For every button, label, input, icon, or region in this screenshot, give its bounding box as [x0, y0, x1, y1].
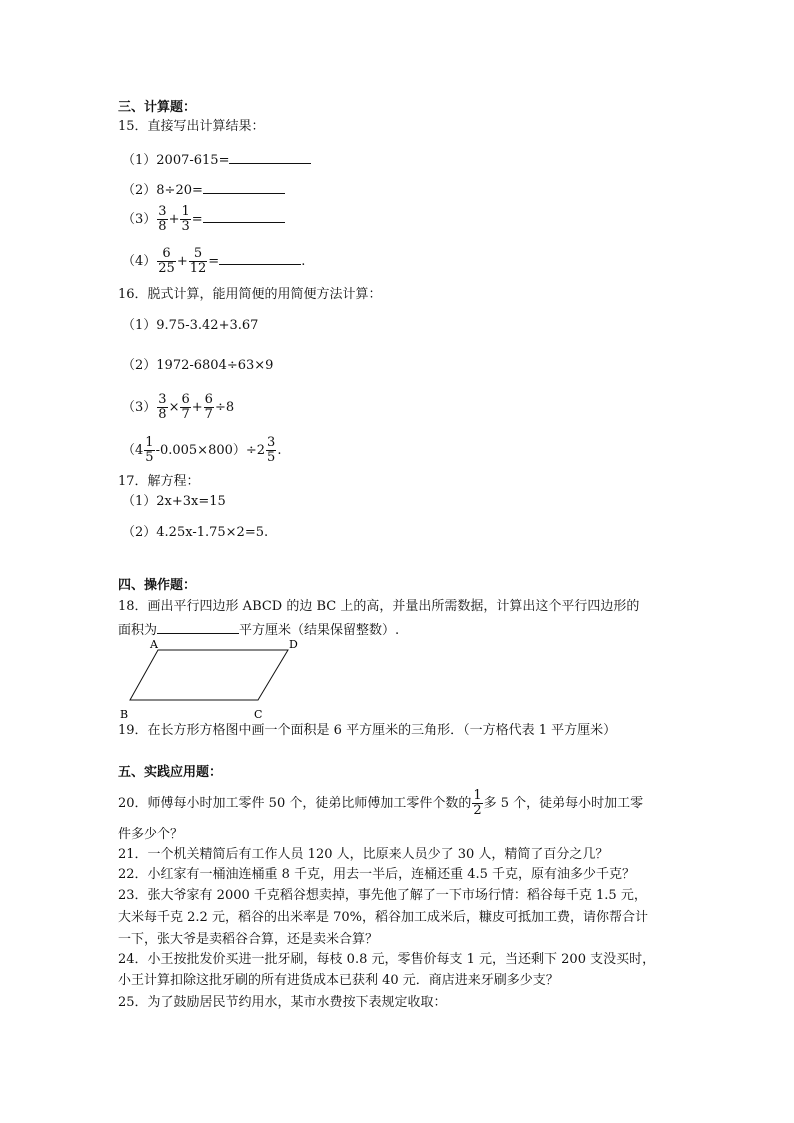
fraction: $\frac{6}{25}$ — [158, 246, 175, 276]
point-a-label: A — [150, 638, 158, 651]
q23-line3: 一下，张大爷是卖稻谷合算，还是卖米合算？ — [118, 932, 379, 947]
q15-title: 15．直接写出计算结果： — [118, 119, 265, 134]
q18-line1: 18．画出平行四边形 ABCD 的边 BC 上的高，并量出所需数据，计算出这个平行四边形的 — [118, 599, 640, 614]
fraction: $\frac{3}{8}$ — [158, 204, 167, 234]
q24-line2: 小王计算扣除这批牙刷的所有进货成本已获利 40 元．商店进来牙刷多少支？ — [118, 973, 559, 988]
q16-part4: （4 $\frac{1}{5}$ -0.005×800）÷2 $\frac{3}{5}$ . — [122, 435, 282, 465]
fraction: $\frac{1}{2}$ — [473, 788, 482, 818]
q16-title: 16．脱式计算，能用简便的用简便方法计算： — [118, 287, 382, 302]
q16-part3: （3） $\frac{3}{8}$ × $\frac{6}{7}$ + $\frac{6}{7}$ ÷8 — [122, 392, 235, 422]
q25: 25．为了鼓励居民节约用水，某市水费按下表规定收取： — [118, 995, 447, 1010]
q20-line1: 20．师傅每小时加工零件 50 个，徒弟比师傅加工零件个数的 $\frac{1}{2}$ 多 5 个，徒弟每小时加工零 — [118, 788, 644, 818]
q16-part2: （2）1972-6804÷63×9 — [122, 358, 274, 373]
q16-part1: （1）9.75-3.42+3.67 — [122, 318, 259, 333]
answer-blank[interactable] — [229, 150, 311, 164]
section-5-heading: 五、实践应用题： — [118, 765, 223, 780]
q15-part4: （4） $\frac{6}{25}$ + $\frac{5}{12}$ = . — [122, 246, 306, 276]
parallelogram-abcd — [130, 650, 288, 700]
answer-blank[interactable] — [157, 620, 239, 634]
parallelogram-figure — [110, 636, 310, 724]
fraction: $\frac{1}{5}$ — [145, 435, 154, 465]
q19: 19．在长方形方格图中画一个面积是 6 平方厘米的三角形．（一方格代表 1 平方厘米） — [118, 723, 617, 738]
q24-line1: 24．小王按批发价买进一批牙刷，每枝 0.8 元，零售价每支 1 元，当还剩下 200 支没买时， — [118, 952, 656, 967]
q22: 22．小红家有一桶油连桶重 8 千克，用去一半后，连桶还重 4.5 千克，原有油多少千克？ — [118, 867, 636, 882]
answer-blank[interactable] — [219, 251, 301, 265]
q17-part1: （1）2x+3x=15 — [122, 494, 226, 509]
section-4-heading: 四、操作题： — [118, 578, 197, 593]
fraction: $\frac{6}{7}$ — [181, 392, 190, 422]
q15-part2: （2）8÷20= — [122, 180, 285, 199]
q15-part3: （3） $\frac{3}{8}$ + $\frac{1}{3}$ = — [122, 204, 285, 236]
point-c-label: C — [254, 708, 263, 721]
fraction: $\frac{3}{5}$ — [267, 435, 276, 465]
fraction: $\frac{3}{8}$ — [158, 392, 167, 422]
point-d-label: D — [289, 638, 298, 651]
q23-line1: 23．张大爷家有 2000 千克稻谷想卖掉，事先他了解了一下市场行情：稻谷每千克 1.5 元， — [118, 888, 647, 903]
answer-blank[interactable] — [203, 209, 285, 223]
q20-line2: 件多少个？ — [118, 827, 184, 842]
fraction: $\frac{5}{12}$ — [189, 246, 207, 276]
point-b-label: B — [120, 708, 129, 721]
q17-title: 17．解方程： — [118, 474, 200, 489]
q21: 21．一个机关精简后有工作人员 120 人，比原来人员少了 30 人，精简了百分之几？ — [118, 847, 609, 862]
q18-line2: 面积为 平方厘米（结果保留整数）. — [118, 620, 399, 639]
fraction: $\frac{1}{3}$ — [181, 204, 190, 234]
q15-part1: （1）2007-615= — [122, 150, 311, 169]
fraction: $\frac{6}{7}$ — [204, 392, 213, 422]
section-3-heading: 三、计算题： — [118, 100, 197, 115]
q17-part2: （2）4.25x-1.75×2=5. — [122, 525, 269, 540]
answer-blank[interactable] — [203, 180, 285, 194]
q23-line2: 大米每千克 2.2 元，稻谷的出米率是 70%，稻谷加工成米后，糠皮可抵加工费，请你帮合计 — [118, 910, 648, 925]
